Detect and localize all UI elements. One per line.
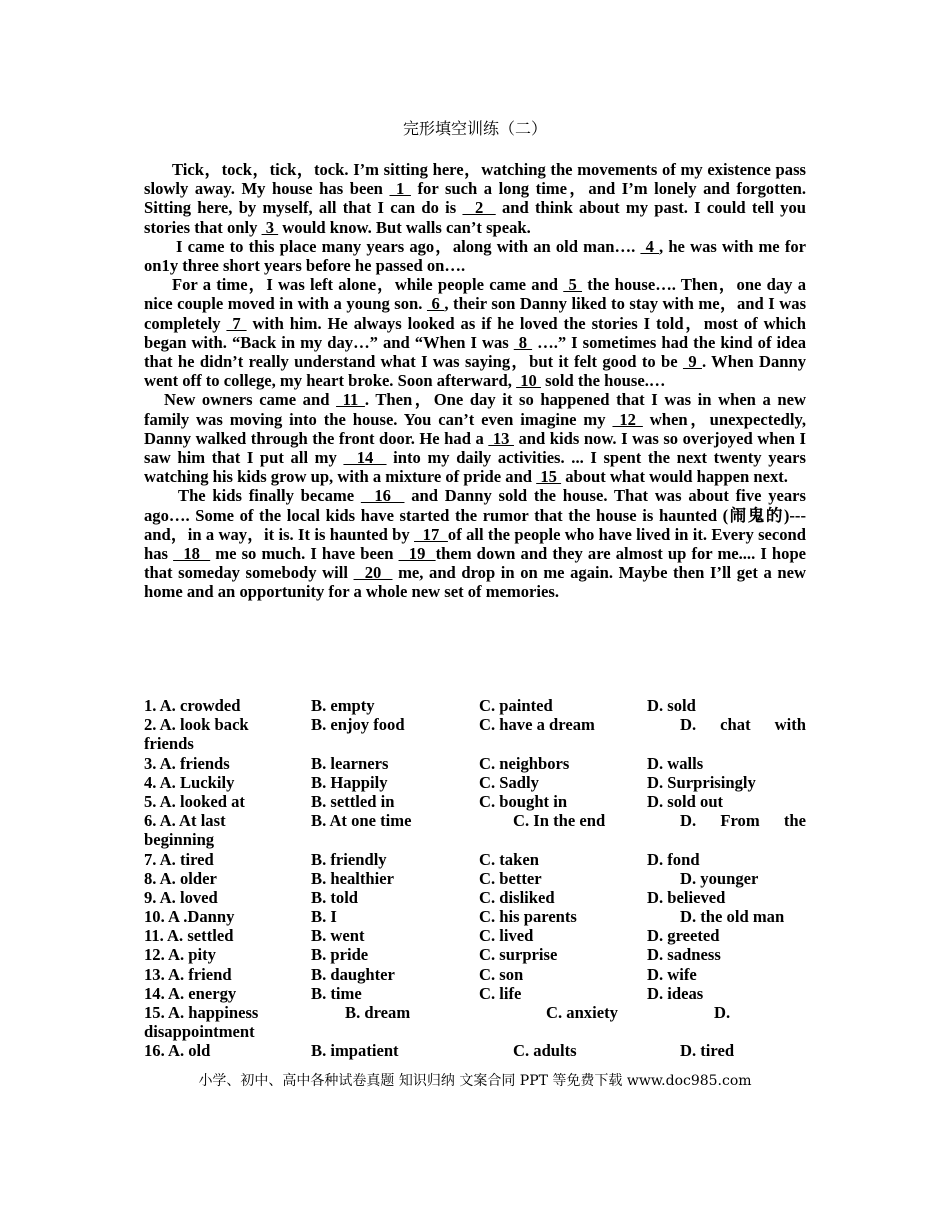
blank-10: 10 [516, 371, 541, 391]
page-title: 完形填空训练（二） [402, 119, 547, 138]
option-a: 7. A. tired [144, 849, 214, 869]
option-c: C. better [479, 868, 542, 888]
option-d-word: chat [720, 715, 751, 735]
passage-text: and Danny sold the house. That was about five years ago…. Some of the local kids have started the rumor that the house is haunted (闹鬼的)--- and，in a way，it is. It is haunted by [144, 486, 806, 544]
passage-text: , he was with me for on1y three short years before he passed on…. [144, 236, 807, 276]
blank-6: 6 [426, 294, 445, 314]
option-c: C. painted [479, 696, 553, 715]
option-a: 1. A. crowded [144, 696, 241, 715]
option-row-7 [144, 850, 806, 869]
passage-text: for such a long time，and I’m lonely and forgotten. Sitting here, by myself, all that I can do is [144, 179, 806, 218]
option-d: D. sold out [647, 791, 724, 811]
option-d: D. younger [680, 868, 759, 888]
option-c: C. disliked [479, 887, 555, 907]
option-b: B. friendly [311, 849, 387, 869]
option-b: B. learners [311, 753, 389, 773]
option-b: B. impatient [311, 1041, 399, 1061]
option-d: D. the old man [680, 907, 785, 927]
passage-paragraph-1 [144, 160, 806, 237]
passage-text: I came to this place many years ago，along with an old man…. [176, 236, 641, 256]
blank-19: 19 [398, 544, 436, 564]
option-d: D. fond [647, 849, 700, 869]
option-c: C. lived [479, 926, 534, 946]
blank-5: 5 [563, 275, 583, 295]
option-c: C. In the end [513, 811, 606, 831]
option-row-6 [144, 811, 806, 849]
option-c: C. anxiety [546, 1003, 618, 1023]
option-d-word: with [774, 715, 806, 735]
passage-text: me so much. I have been [210, 544, 399, 564]
option-d-continued: disappointment [144, 1022, 255, 1042]
option-d: D. Surprisingly [647, 772, 756, 792]
option-a: 4. A. Luckily [144, 772, 235, 792]
option-d-continued: friends [144, 734, 194, 754]
option-row-3 [144, 754, 806, 773]
option-b: B. enjoy food [311, 715, 405, 735]
option-row-8 [144, 869, 806, 888]
passage-paragraph-4 [144, 390, 806, 486]
option-row-16 [144, 1041, 806, 1060]
passage-paragraph-5 [144, 486, 806, 601]
option-d: D. walls [647, 753, 704, 773]
blank-20: 20 [353, 563, 393, 583]
blank-2: 2 [462, 198, 496, 218]
option-d-letter: D. [680, 811, 697, 831]
option-d: D. greeted [647, 926, 720, 946]
option-b: B. went [311, 926, 365, 946]
option-b: B. settled in [311, 791, 395, 811]
option-a: 9. A. loved [144, 887, 218, 907]
passage-text: New owners came and [164, 390, 337, 410]
blank-1: 1 [389, 179, 411, 199]
option-a: 8. A. older [144, 868, 217, 888]
option-row-1 [144, 696, 806, 715]
passage-text: . Then，One day it so happened that I was in when a new family was moving into the house. You can’t even imagine my [144, 390, 806, 429]
option-c: C. his parents [479, 907, 577, 927]
option-c: C. life [479, 983, 522, 1003]
passage-text: The kids finally became [178, 486, 361, 506]
option-row-2 [144, 715, 806, 753]
option-b: B. healthier [311, 868, 394, 888]
passage-text: . When Danny went off to college, my heart broke. Soon afterward, [144, 352, 806, 391]
option-a: 6. A. At last [144, 811, 226, 831]
option-a: 5. A. looked at [144, 791, 245, 811]
passage-text: , their son Danny liked to stay with me，and I was completely [144, 294, 807, 333]
option-b: B. dream [345, 1003, 411, 1023]
passage-text: Tick，tock，tick，tock. I’m sitting here，watching the movements of my existence pass slowly away. My house has been [144, 160, 806, 199]
passage-text: into my daily activities. ... I spent the next twenty years watching his kids grow up, with a mixture of pride and [144, 448, 806, 487]
option-b: B. daughter [311, 964, 395, 984]
option-row-5 [144, 792, 806, 811]
blank-13: 13 [488, 428, 514, 448]
option-a: 14. A. energy [144, 983, 237, 1003]
passage-text: them down and they are almost up for me.... I hope that someday somebody will [144, 544, 807, 583]
option-b: B. Happily [311, 772, 388, 792]
option-d: D. sold [647, 696, 696, 715]
option-row-12 [144, 945, 806, 964]
blank-14: 14 [343, 448, 387, 468]
option-c: C. adults [513, 1041, 577, 1061]
option-row-13 [144, 965, 806, 984]
passage-text: with him. He always looked as if he loved the stories I told，most of which began with. “Back in my day…” and “When I was [144, 313, 806, 352]
passage-text: ….” I sometimes had the kind of idea that he didn’t really understand what I was saying，but it felt good to be [144, 332, 806, 372]
blank-4: 4 [640, 236, 660, 256]
option-b: B. time [311, 983, 362, 1003]
option-d [680, 811, 806, 830]
option-b: B. At one time [311, 811, 412, 831]
passage-text: when，unexpectedly, Danny walked through the front door. He had a [144, 409, 807, 448]
option-c: C. taken [479, 849, 539, 869]
option-a: 12. A. pity [144, 945, 216, 965]
option-row-14 [144, 984, 806, 1003]
passage-text: sold the house.… [540, 371, 666, 391]
blank-18: 18 [173, 544, 211, 564]
blank-7: 7 [226, 313, 247, 333]
passage-paragraph-2 [144, 237, 806, 275]
option-row-15 [144, 1003, 806, 1041]
blank-8: 8 [513, 332, 533, 352]
option-d-letter: D. [680, 715, 697, 735]
option-b: B. empty [311, 696, 375, 715]
page-footer: 小学、初中、高中各种试卷真题 知识归纳 文案合同 PPT 等免费下载 www.doc985.com [198, 1073, 752, 1089]
option-a: 2. A. look back [144, 715, 249, 735]
option-row-9 [144, 888, 806, 907]
option-a: 11. A. settled [144, 926, 234, 946]
passage-paragraph-3 [144, 275, 806, 390]
option-a: 13. A. friend [144, 964, 232, 984]
passage-text: the house…. Then，one day a nice couple moved in with a young son. [144, 275, 806, 314]
option-b: B. told [311, 887, 359, 907]
passage-text: For a time，I was left alone，while people came and [172, 275, 564, 295]
passage-text: about what would happen next. [561, 467, 788, 487]
passage-text: and kids now. I was so overjoyed when I saw him that I put all my [144, 428, 806, 468]
option-a: 15. A. happiness [144, 1003, 259, 1023]
option-d-continued: beginning [144, 830, 215, 850]
option-d-word: From [720, 811, 760, 831]
option-c: C. have a dream [479, 715, 595, 735]
blank-17: 17 [414, 524, 448, 544]
option-d: D. tired [680, 1041, 735, 1061]
option-c: C. neighbors [479, 753, 570, 773]
option-c: C. bought in [479, 791, 568, 811]
option-row-4 [144, 773, 806, 792]
option-a: 3. A. friends [144, 753, 230, 773]
answer-options [144, 696, 806, 1061]
option-c: C. son [479, 964, 524, 984]
blank-15: 15 [536, 467, 562, 487]
blank-9: 9 [682, 352, 702, 372]
option-d: D. sadness [647, 945, 721, 965]
option-d: D. [714, 1003, 731, 1023]
option-a: 10. A .Danny [144, 907, 235, 927]
option-a: 16. A. old [144, 1041, 211, 1061]
passage-text: and think about my past. I could tell you stories that only [144, 198, 806, 237]
option-c: C. surprise [479, 945, 558, 965]
blank-11: 11 [336, 390, 365, 410]
option-d [680, 715, 806, 734]
option-d: D. believed [647, 887, 726, 907]
option-b: B. I [311, 907, 337, 927]
passage-text: would know. But walls can’t speak. [278, 217, 531, 237]
passage-text: me, and drop in on me again. Maybe then I’ll get a new home and an opportunity for a whole new set of memories. [144, 563, 807, 602]
option-d-word: the [783, 811, 806, 831]
blank-3: 3 [261, 217, 279, 237]
option-c: C. Sadly [479, 772, 539, 792]
option-row-10 [144, 907, 806, 926]
option-b: B. pride [311, 945, 369, 965]
cloze-passage [144, 160, 806, 602]
passage-text: of all the people who have lived in it. Every second has [144, 524, 807, 564]
option-d: D. ideas [647, 983, 704, 1003]
option-d: D. wife [647, 964, 697, 984]
blank-12: 12 [612, 409, 643, 429]
option-row-11 [144, 926, 806, 945]
blank-16: 16 [360, 486, 405, 506]
